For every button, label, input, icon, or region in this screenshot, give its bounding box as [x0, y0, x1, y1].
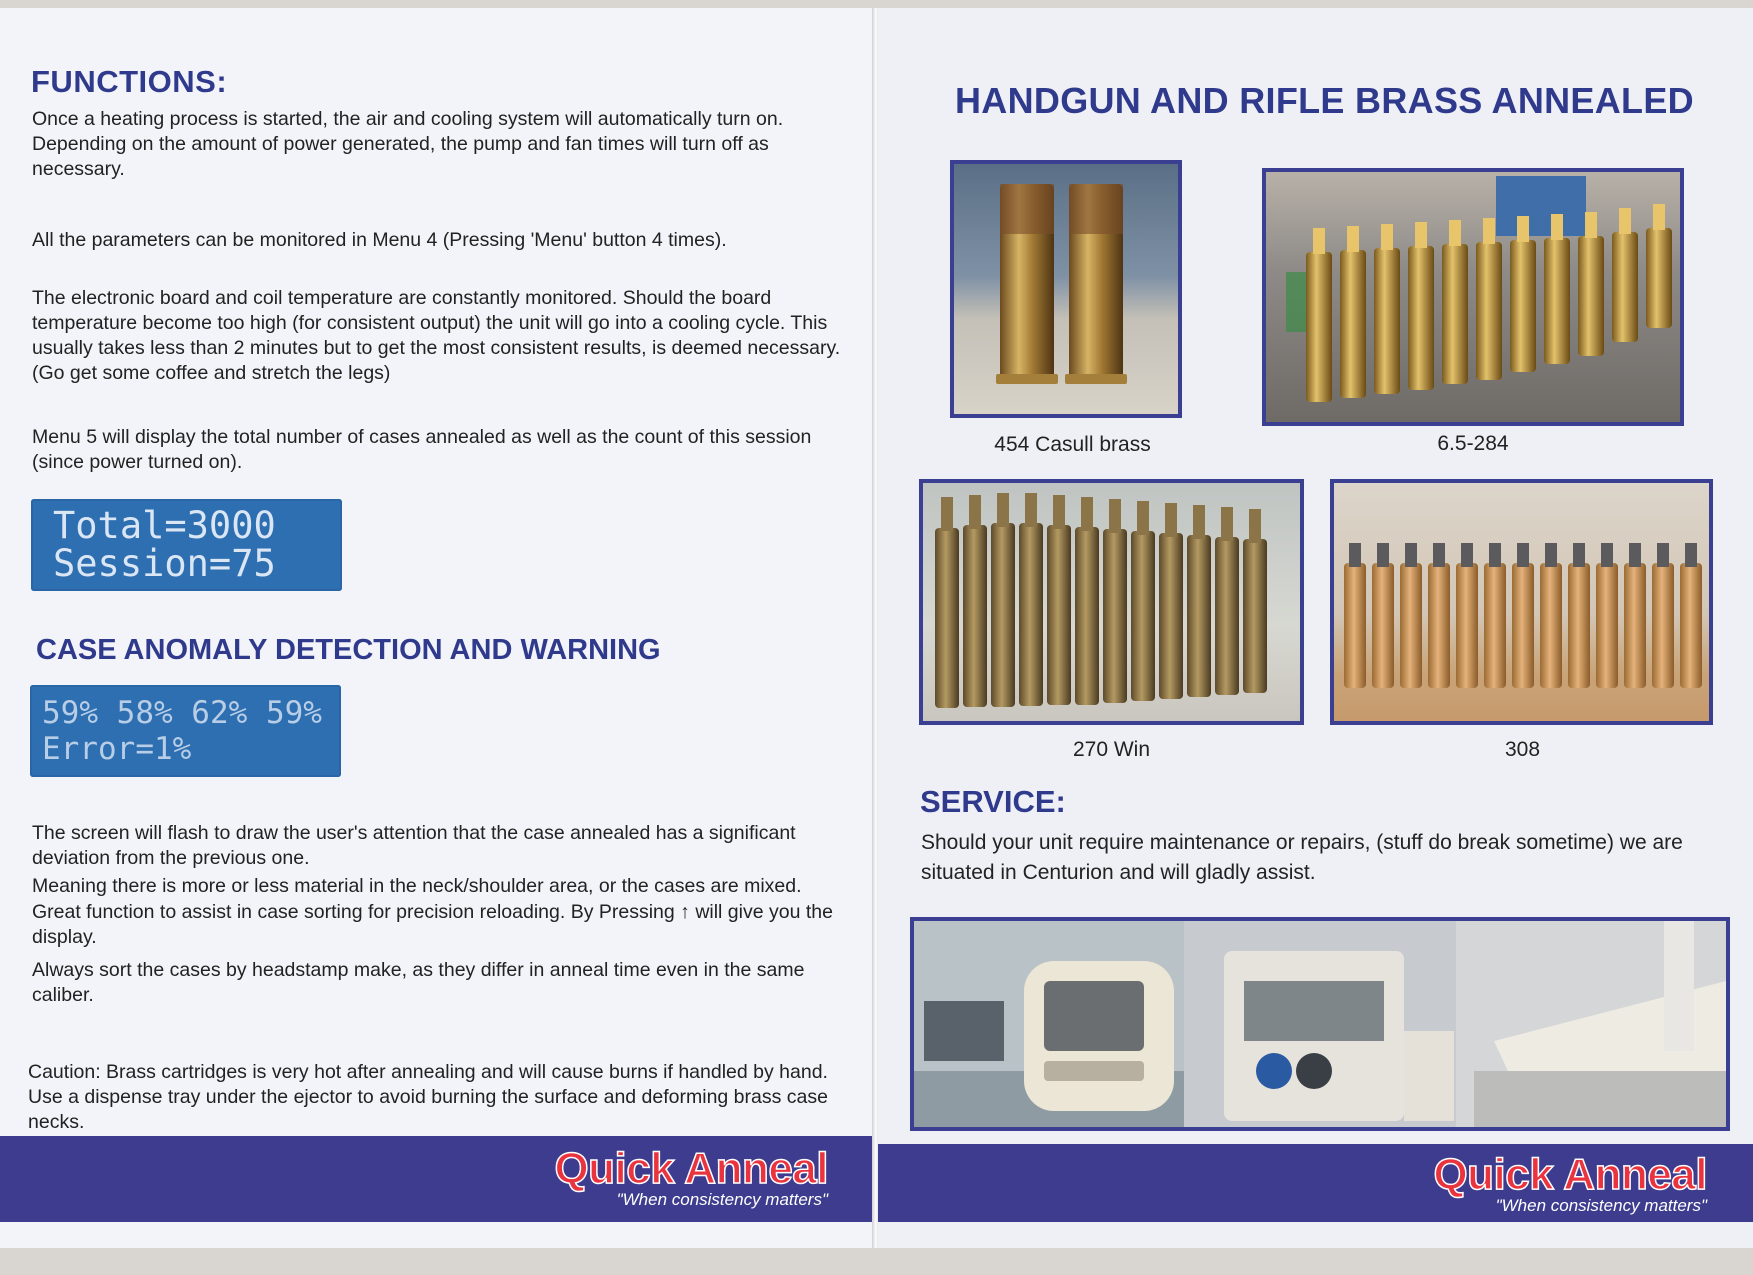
- photo-308: [1330, 479, 1713, 725]
- workshop-machines-image: [914, 921, 1726, 1127]
- booklet-spread: [0, 8, 1753, 1248]
- lcd-session-line: Session=75: [53, 542, 276, 585]
- lcd-anomaly-display: [30, 685, 341, 777]
- right-brand-logo: [1433, 1150, 1707, 1216]
- photo-6-5-284: [1262, 168, 1684, 426]
- photo-454-casull: [950, 160, 1182, 418]
- brand-tagline: "When consistency matters": [1495, 1196, 1707, 1215]
- brass-cases-image: [923, 483, 1300, 721]
- functions-paragraph-2: All the parameters can be monitored in Menu 4 (Pressing 'Menu' button 4 times).: [32, 229, 727, 251]
- brass-annealed-heading: HANDGUN AND RIFLE BRASS ANNEALED: [955, 80, 1694, 121]
- case-anomaly-heading: CASE ANOMALY DETECTION AND WARNING: [36, 634, 661, 666]
- functions-paragraph-4: Menu 5 will display the total number of cases annealed as well as the count of this session (since power turned on).: [32, 426, 812, 473]
- brass-cases-image: [1266, 172, 1680, 422]
- brand-name: Quick Anneal: [1433, 1150, 1707, 1199]
- anomaly-paragraph-3: Great function to assist in case sorting for precision reloading. By Pressing ↑ will give you the display.: [32, 901, 833, 948]
- lcd-percent-line: 59% 58% 62% 59%: [42, 695, 322, 731]
- lcd-total-line: Total=3000: [53, 504, 276, 547]
- functions-paragraph-1: Once a heating process is started, the air and cooling system will automatically turn on. Depending on the amount of power generated, the pump and fan times will turn off as necessary.: [32, 108, 784, 180]
- anomaly-paragraph-1: The screen will flash to draw the user's attention that the case annealed has a significant deviation from the previous one.: [32, 822, 796, 869]
- brand-name: Quick Anneal: [554, 1144, 828, 1193]
- functions-heading: FUNCTIONS:: [31, 64, 228, 99]
- left-brand-logo: [554, 1144, 828, 1210]
- anomaly-paragraph-4: Always sort the cases by headstamp make, as they differ in anneal time even in the same caliber.: [32, 959, 805, 1006]
- service-workshop-photo: [910, 917, 1730, 1131]
- caution-paragraph: Caution: Brass cartridges is very hot after annealing and will cause burns if handled by hand. Use a dispense tray under the ejector to avoid burning the surface and deforming brass case necks.: [28, 1061, 828, 1133]
- caption-454-casull: 454 Casull brass: [994, 433, 1151, 456]
- anomaly-paragraph-2: Meaning there is more or less material in the neck/shoulder area, or the cases are mixed.: [32, 875, 802, 897]
- photo-270-win: [919, 479, 1304, 725]
- lcd-error-line: Error=1%: [42, 731, 192, 767]
- brass-cases-image: [954, 164, 1178, 414]
- service-paragraph: Should your unit require maintenance or repairs, (stuff do break sometime) we are situated in Centurion and will gladly assist.: [921, 831, 1683, 884]
- brand-tagline: "When consistency matters": [616, 1190, 828, 1209]
- service-heading: SERVICE:: [920, 784, 1066, 819]
- brass-cases-image: [1334, 483, 1709, 721]
- caption-270-win: 270 Win: [1072, 738, 1151, 761]
- lcd-total-display: [31, 499, 342, 591]
- caption-308: 308: [1504, 738, 1541, 761]
- caption-6-5-284: 6.5-284: [1437, 432, 1509, 455]
- functions-paragraph-3: The electronic board and coil temperature are constantly monitored. Should the board temperature become too high (for consistent output) the unit will go into a cooling cycle. This usually takes less than 2 minutes but to get the most consistent results, is deemed necessary. (Go get some coffee and stretch the legs): [32, 287, 841, 384]
- left-page: [0, 8, 874, 1248]
